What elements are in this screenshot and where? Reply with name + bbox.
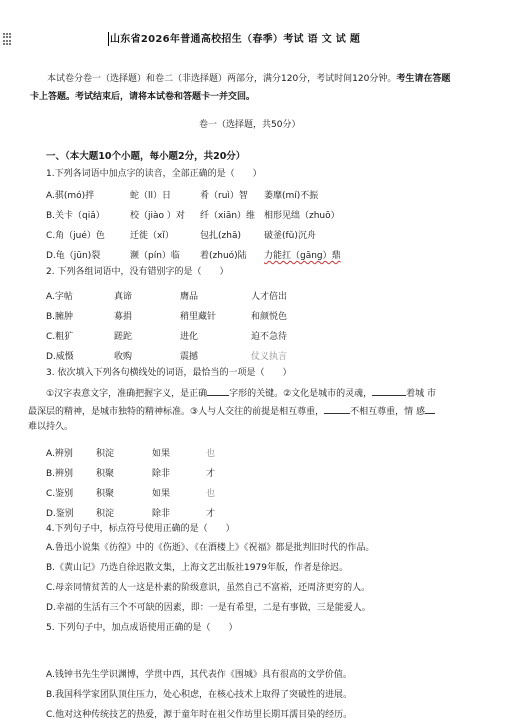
q2-a-4: 人才倍出 [251,292,288,302]
intro-bold-text: 考生请在答题 [396,74,451,84]
q1-option-d [46,248,488,262]
q1-c-1: C.角（jué）色 [46,231,105,241]
q2-c-4: 迫不急待 [251,332,288,342]
text-cursor [108,32,109,46]
q2-d-2: 收购 [114,352,133,362]
q5-option-c: C.他对这种传统技艺的热爱，源于童年时在祖父作坊里长期耳濡目染的经历。 [46,710,353,720]
q3-a-2: 积淀 [96,449,115,459]
q1-d-3: 着(zhuó)陆 [200,251,247,261]
q2-a-1: A.字帖 [46,292,73,302]
q3-a-1: A.辨别 [46,449,73,459]
q2-stem: 2. 下列各组词语中，没有错别字的是（ ） [46,267,229,277]
q3-blank-4 [425,405,435,414]
q2-c-1: C.粗犷 [46,332,74,342]
drag-handle-icon[interactable] [3,33,11,45]
q3-b-3: 除非 [152,469,171,479]
q3-d-3: 除非 [152,509,171,519]
q1-d-1: D.龟（jūn)裂 [46,251,101,261]
intro-line-1 [47,74,450,85]
q3-c-4: 也 [206,489,216,499]
q1-d-4: 力能扛（gāng）鼎 [264,251,341,261]
q3-passage-1a: ①汉字表意文字，准确把握字义，是正确 [46,389,208,399]
q4-option-d: D.幸福的生活有三个不可缺的因素，即：一是有希望，二是有事做，三是能爱人。 [46,603,371,613]
q3-blank-2 [372,387,406,396]
q3-passage-2a: 最深层的精神，是城市独特的精神标准。③人与人交往的前提是相互尊重， [28,407,325,417]
q3-d-2: 积淀 [96,509,115,519]
q1-d-2: 濒（pín）临 [130,251,180,261]
q1-c-2: 迁徙（xǐ） [130,231,174,241]
q2-a-3: 膺品 [180,292,199,302]
q3-b-4: 才 [206,469,216,479]
q3-c-1: C.鉴别 [46,489,74,499]
q1-b-4: 相形见绌（zhuō） [264,211,340,221]
q3-d-1: D.鉴别 [46,509,74,519]
q3-a-4: 也 [206,449,216,459]
q1-b-1: B.关卡（qiǎ） [46,211,105,221]
q1-a-2: 蛇（ll）日 [130,191,172,201]
q3-c-2: 积聚 [96,489,115,499]
q2-option-c [46,329,488,343]
q3-passage-line-1 [46,387,436,400]
q3-stem: 3. 依次填入下列各句横线处的词语，最恰当的一项是（ ） [46,368,292,378]
q2-d-4: 仗义执言 [251,352,288,362]
q3-a-3: 如果 [152,449,171,459]
intro-text: 本试卷分卷一（选择题）和卷二（非选择题）两部分，满分120分，考试时间120分钟。 [47,74,397,84]
q3-passage-line-3: 难以持久。 [28,422,74,432]
q2-c-2: 蹉跎 [114,332,133,342]
q1-c-3: 包扎(zhā) [200,231,241,241]
part1-heading: 一、（本大题10个小题，每小题2分，共20分） [46,151,246,162]
q3-b-1: B.辨别 [46,469,74,479]
q3-d-4: 才 [206,509,216,519]
q3-passage-1c: 着城 市 [406,389,437,399]
q3-passage-1b: 字形的关键。②文化是城市的灵魂， [229,389,373,399]
q4-option-b: B.《黄山记》乃选自徐迟散文集，上海文艺出版社1979年版，作者是徐迟。 [46,563,348,573]
q1-b-3: 纤（xiān）维 [200,211,256,221]
q3-option-b [46,466,488,480]
q5-option-b: B.我国科学家团队顶住压力，处心积虑，在核心技术上取得了突破性的进展。 [46,690,353,700]
q5-option-a: A.钱钟书先生学识渊博，学贯中西，其代表作《围城》具有很高的文学价值。 [46,670,352,680]
q2-d-3: 震撼 [180,352,199,362]
q3-blank-3 [324,405,350,414]
q2-c-3: 进化 [180,332,199,342]
q1-option-b [46,208,488,222]
q2-b-4: 和颜悦色 [251,312,288,322]
q2-b-3: 稍里藏针 [180,312,217,322]
q1-a-3: 肴（ruì）智 [200,191,248,201]
q1-stem: 1.下列各词语中加点字的读音，全部正确的是（ ） [46,169,262,179]
q2-option-a [46,289,488,303]
q2-a-2: 真谛 [114,292,133,302]
q3-passage-line-2 [28,405,435,418]
q5-stem: 5. 下列句子中，加点成语使用正确的是（ ） [46,623,238,633]
q3-passage-2b: 不相互尊重，情 感 [350,407,425,417]
q1-b-2: 校（jiào ）对 [130,211,185,221]
q4-option-a: A.鲁迅小说集《彷徨》中的《伤逝》、《在酒楼上》《祝福》都是批判旧时代的作品。 [46,543,375,553]
q3-option-c [46,486,488,500]
q4-option-c: C.母亲同情贫苦的人一这是朴素的阶级意识，虽然自己不富裕，还周济更穷的人。 [46,583,371,593]
q2-b-1: B.臃肿 [46,312,74,322]
q1-a-1: A.骐(mó)拌 [46,191,95,201]
q1-option-a [46,188,488,202]
q4-stem: 4.下列句子中，标点符号使用正确的是（ ） [46,524,235,534]
page-title: 山东省2026年普通高校招生（春季）考试 语 文 试 题 [110,34,361,45]
q2-option-b [46,309,488,323]
q2-option-d [46,349,488,363]
q1-a-4: 萎靡(mí)不振 [264,191,319,201]
q3-option-d [46,506,488,520]
q3-option-a [46,446,488,460]
intro-line-2: 卡上答题。考试结束后，请将本试卷和答题卡一并交回。 [30,92,256,102]
q3-blank-1 [207,387,229,396]
q1-option-c [46,228,488,242]
q3-c-3: 如果 [152,489,171,499]
q3-b-2: 积聚 [96,469,115,479]
q1-c-4: 破釜(fǔ)沉舟 [264,231,316,241]
q2-d-1: D.威慑 [46,352,74,362]
q2-b-2: 募捐 [114,312,133,322]
section-title: 卷一（选择题，共50分） [199,120,301,130]
